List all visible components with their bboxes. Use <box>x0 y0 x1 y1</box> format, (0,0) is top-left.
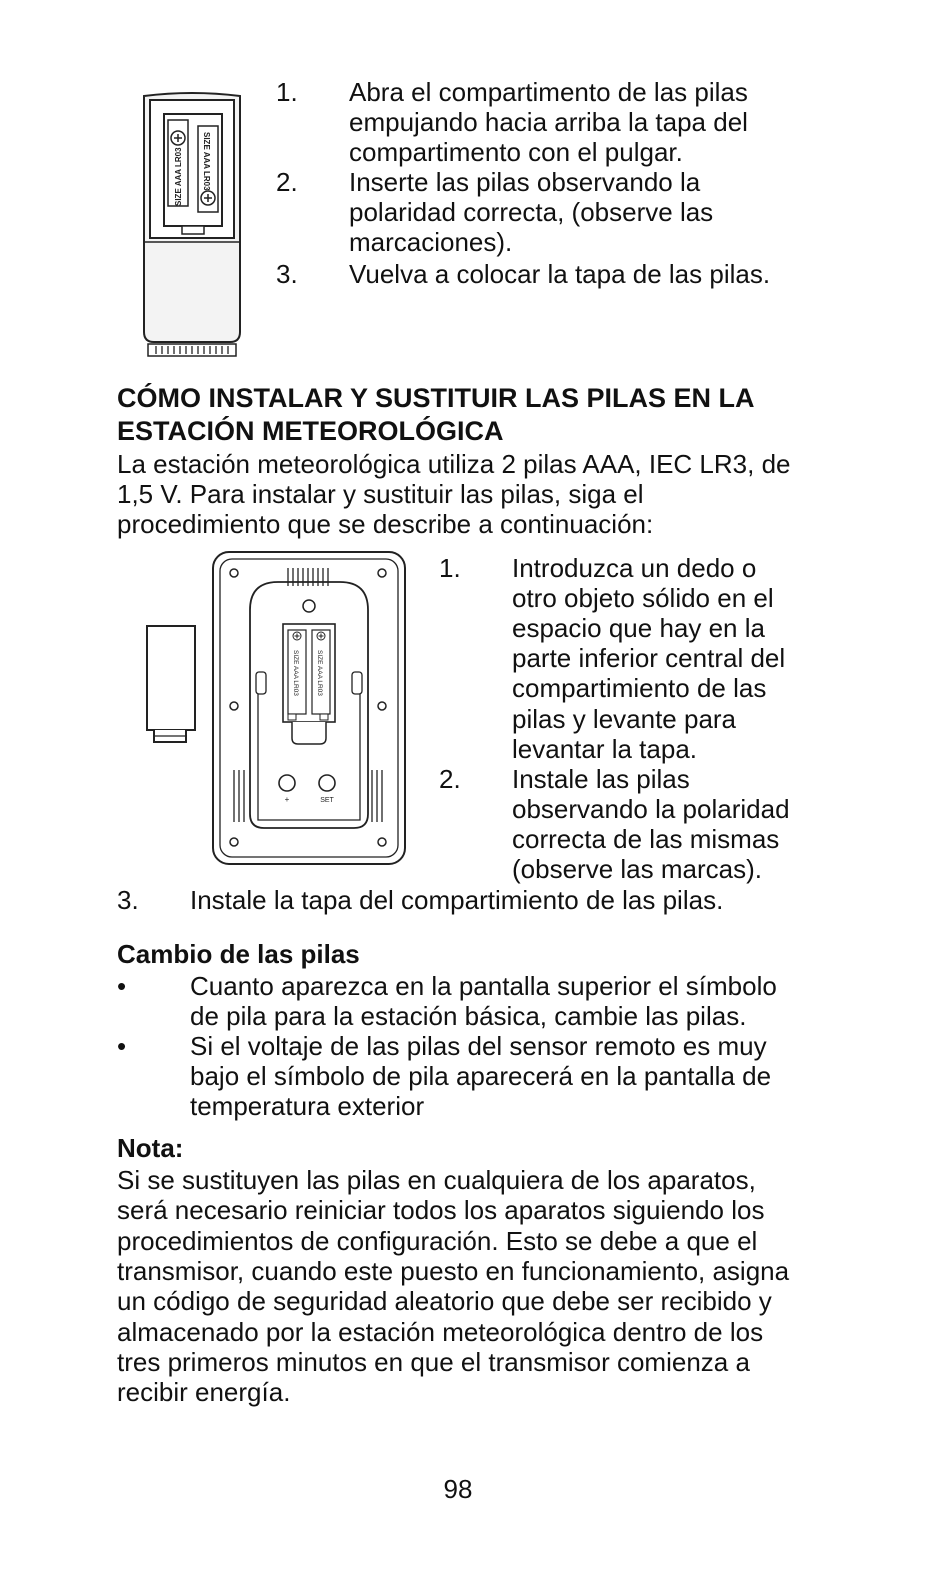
step-text: Instale la tapa del compartimiento de las pilas. <box>190 885 724 915</box>
step-text: Instale las pilas <box>512 764 690 794</box>
step-text: (observe las marcas). <box>512 854 762 884</box>
bullet-text: temperatura exterior <box>190 1091 425 1121</box>
plus-button-label: + <box>284 795 290 804</box>
note-heading: Nota: <box>117 1133 184 1163</box>
step-text: compartimento con el pulgar. <box>349 137 683 167</box>
note-text: procedimientos de configuración. Esto se debe a que el <box>117 1226 758 1256</box>
step-text: correcta de las mismas <box>512 824 780 854</box>
subsection-heading: Cambio de las pilas <box>117 939 360 969</box>
step-number: 1. <box>276 77 298 107</box>
step-text: Abra el compartimento de las pilas <box>349 77 748 107</box>
step-text: compartimiento de las <box>512 673 767 703</box>
step-text: marcaciones). <box>349 227 513 257</box>
note-text: un código de seguridad aleatorio que debe ser recibido y <box>117 1286 772 1316</box>
step-number: 2. <box>276 167 298 197</box>
note-text: recibir energía. <box>117 1377 291 1407</box>
intro-text: procedimiento que se describe a continuación: <box>117 509 654 539</box>
step-text: observando la polaridad <box>512 794 790 824</box>
step-text: empujando hacia arriba la tapa del <box>349 107 748 137</box>
note-text: tres primeros minutos en que el transmisor comienza a <box>117 1347 750 1377</box>
page-number: 98 <box>443 1474 473 1504</box>
note-text: Si se sustituyen las pilas en cualquiera de los aparatos, <box>117 1165 756 1195</box>
bullet-text: Cuanto aparezca en la pantalla superior el símbolo <box>190 971 777 1001</box>
note-text: transmisor, cuando este puesto en funcionamiento, asigna <box>117 1256 790 1286</box>
note-text: almacenado por la estación meteorológica dentro de los <box>117 1317 764 1347</box>
station-battery-label-left: SIZE AAA LR03 <box>292 650 299 696</box>
step-text: pilas y levante para <box>512 704 737 734</box>
step-text: Introduzca un dedo o <box>512 553 757 583</box>
step-text: polaridad correcta, (observe las <box>349 197 714 227</box>
step-number: 3. <box>117 885 139 915</box>
sensor-battery-illustration <box>140 92 244 360</box>
bullet-text: bajo el símbolo de pila aparecerá en la pantalla de <box>190 1061 772 1091</box>
intro-text: La estación meteorológica utiliza 2 pilas AAA, IEC LR3, de <box>117 449 791 479</box>
step-text: Inserte las pilas observando la <box>349 167 701 197</box>
battery-label-left: SIZE AAA LR03 <box>174 147 183 206</box>
step-text: parte inferior central del <box>512 643 786 673</box>
step-text: levantar la tapa. <box>512 734 698 764</box>
step-number: 2. <box>439 764 461 794</box>
set-button-label: SET <box>320 797 334 804</box>
intro-text: 1,5 V. Para instalar y sustituir las pilas, siga el <box>117 479 644 509</box>
battery-label-right: SIZE AAA LR03 <box>202 132 211 191</box>
station-battery-label-right: SIZE AAA LR03 <box>316 650 323 696</box>
step-text: Vuelva a colocar la tapa de las pilas. <box>349 259 771 289</box>
step-text: espacio que hay en la <box>512 613 765 643</box>
section-heading: ESTACIÓN METEOROLÓGICA <box>117 416 504 446</box>
bullet-marker: • <box>117 1031 127 1061</box>
bullet-text: de pila para la estación básica, cambie las pilas. <box>190 1001 747 1031</box>
step-number: 1. <box>439 553 461 583</box>
station-battery-illustration <box>140 546 412 870</box>
bullet-text: Si el voltaje de las pilas del sensor remoto es muy <box>190 1031 767 1061</box>
step-number: 3. <box>276 259 298 289</box>
step-text: otro objeto sólido en el <box>512 583 774 613</box>
section-heading: CÓMO INSTALAR Y SUSTITUIR LAS PILAS EN LA <box>117 383 755 413</box>
note-text: será necesario reiniciar todos los aparatos siguiendo los <box>117 1195 765 1225</box>
bullet-marker: • <box>117 971 127 1001</box>
